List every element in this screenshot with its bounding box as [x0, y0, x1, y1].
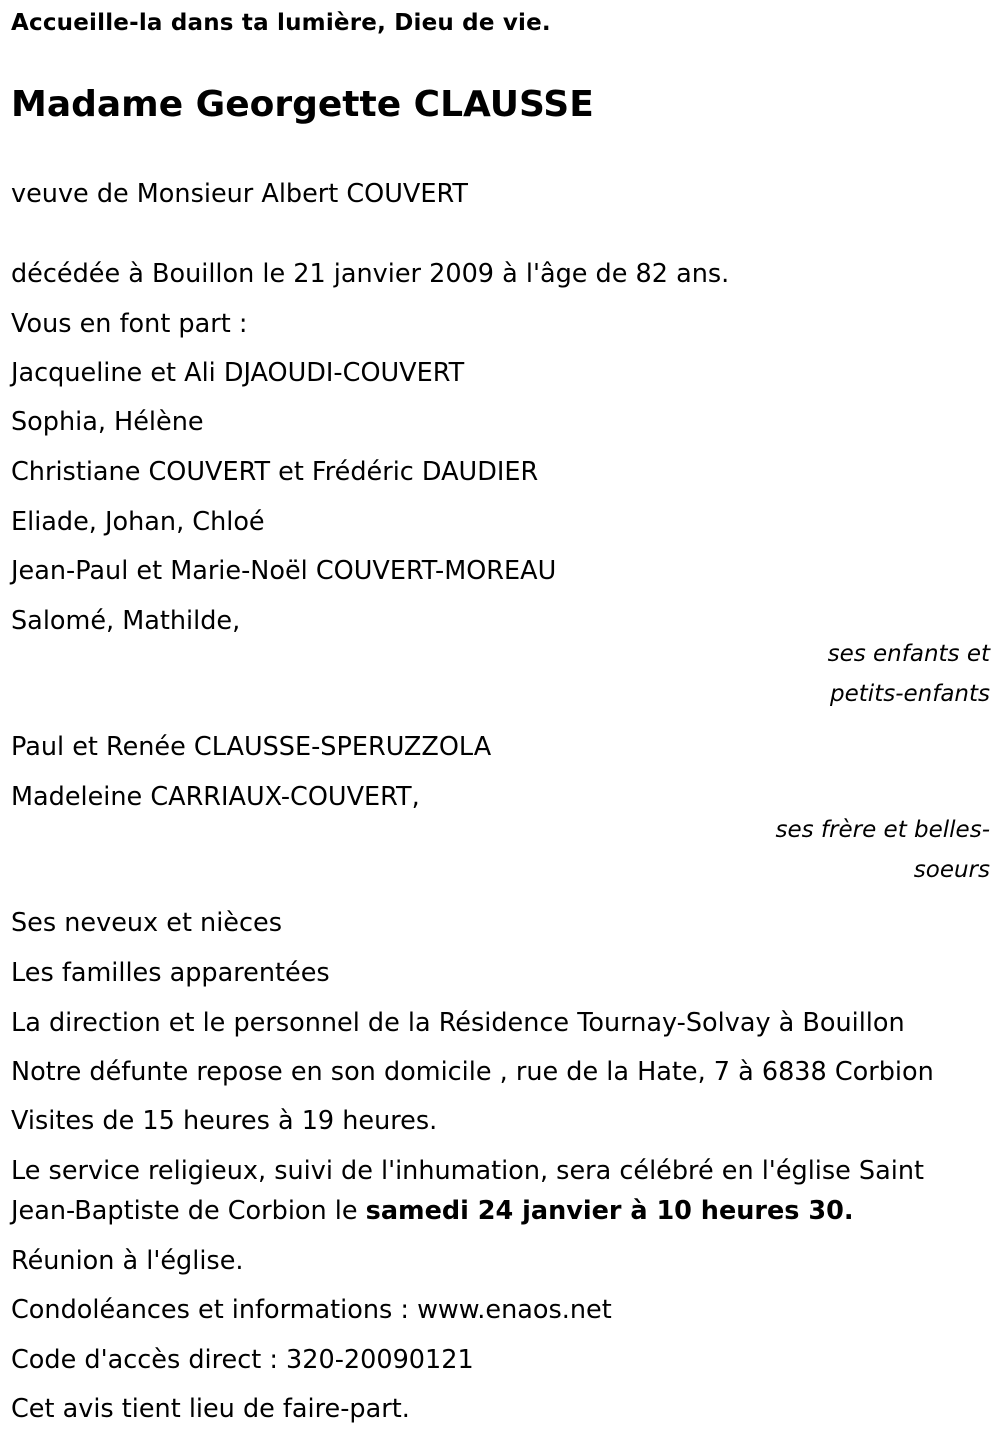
announce-line: Vous en font part :: [11, 309, 248, 339]
death-info-line: décédée à Bouillon le 21 janvier 2009 à l'âge de 82 ans.: [11, 259, 730, 289]
condolences-line: Condoléances et informations : www.enaos.net: [11, 1295, 612, 1325]
info-line: La direction et le personnel de la Résidence Tournay-Solvay à Bouillon: [11, 1008, 905, 1038]
info-line: Visites de 15 heures à 19 heures.: [11, 1106, 438, 1136]
relation-label: ses frère et belles-: [775, 817, 990, 843]
info-line: Les familles apparentées: [11, 958, 330, 988]
relation-label: ses enfants et: [827, 641, 990, 667]
service-paragraph: [11, 1151, 986, 1231]
relation-label: petits-enfants: [830, 681, 990, 707]
family-line: Eliade, Johan, Chloé: [11, 507, 265, 537]
family-line: Salomé, Mathilde,: [11, 606, 241, 636]
widow-of-line: veuve de Monsieur Albert COUVERT: [11, 179, 468, 209]
closing-line: Réunion à l'église.: [11, 1246, 244, 1276]
info-line: Ses neveux et nièces: [11, 908, 282, 938]
access-code-line: Code d'accès direct : 320-20090121: [11, 1345, 474, 1375]
family-line: Christiane COUVERT et Frédéric DAUDIER: [11, 457, 539, 487]
family-line: Jean-Paul et Marie-Noël COUVERT-MOREAU: [11, 556, 557, 586]
relation-label: soeurs: [913, 857, 990, 883]
closing-line: Cet avis tient lieu de faire-part.: [11, 1394, 410, 1424]
info-line: Notre défunte repose en son domicile , rue de la Hate, 7 à 6838 Corbion: [11, 1057, 934, 1087]
family-line: Madeleine CARRIAUX-COUVERT,: [11, 782, 420, 812]
family-line: Paul et Renée CLAUSSE-SPERUZZOLA: [11, 732, 492, 762]
family-line: Sophia, Hélène: [11, 407, 204, 437]
deceased-name: Madame Georgette CLAUSSE: [11, 84, 594, 125]
family-line: Jacqueline et Ali DJAOUDI-COUVERT: [11, 358, 465, 388]
prayer-heading: Accueille-la dans ta lumière, Dieu de vie.: [11, 10, 551, 36]
service-text: Le service religieux, suivi de l'inhumation, sera célébré en l'église Saint Jean-Baptiste de Corbion le: [11, 1156, 924, 1226]
service-date: samedi 24 janvier à 10 heures 30.: [365, 1196, 854, 1226]
